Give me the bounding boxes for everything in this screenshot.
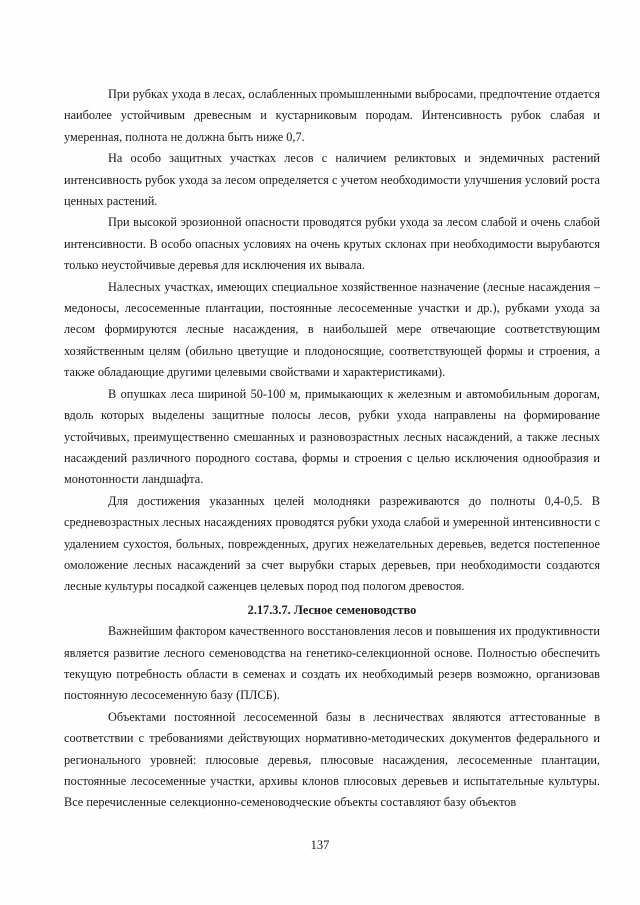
document-body [64,84,600,814]
paragraph-2: На особо защитных участках лесов с наличием реликтовых и эндемичных растений интенсивность рубок ухода за лесом определяется с учетом необходимости улучшения условий роста ценных растений. [64,151,600,209]
paragraph-3: При высокой эрозионной опасности проводятся рубки ухода за лесом слабой и очень слабой интенсивности. В особо опасных условиях на очень крутых склонах при необходимости вырубаются только неустойчивые деревья для исключения их вывала. [64,215,600,273]
page-number: 137 [310,838,330,852]
paragraph-5: В опушках леса шириной 50-100 м, примыкающих к железным и автомобильным дорогам, вдоль которых выделены защитные полосы лесов, рубки ухода направлены на формирование устойчивых, преимущественно смешанных и разновозрастных лесных насаждений, а также лесных насаждений различного породного состава, формы и строения с целью исключения однообразия и монотонности ландшафта. [64,386,600,487]
paragraph-8: Объектами постоянной лесосеменной базы в лесничествах являются аттестованные в соответствии с требованиями действующих нормативно-методических документов федерального и регионального уровней: плюсовые деревья, плюсовые насаждения, лесосеменные плантации, постоянные лесосеменные участки, архивы клонов плюсовых деревьев и испытательные культуры. Все перечисленные селекционно-семеноводческие объекты составляют базу объектов [64,709,600,810]
paragraph-1: При рубках ухода в лесах, ослабленных промышленными выбросами, предпочтение отдается наиболее устойчивым древесным и кустарниковым породам. Интенсивность рубок слабая и умеренная, полнота не должна быть ниже 0,7. [64,87,600,144]
paragraph-6: Для достижения указанных целей молодняки разреживаются до полноты 0,4-0,5. В средневозрастных лесных насаждениях проводятся рубки ухода слабой и умеренной интенсивности с удалением сухостоя, больных, поврежденных, других нежелательных деревьев, ведется постепенное омоложение лесных насаждений за счет вырубки старых деревьев, при необходимости создаются лесные культуры посадкой саженцев целевых пород под пологом древостоя. [64,493,600,594]
paragraph-4: Налесных участках, имеющих специальное хозяйственное назначение (лесные насаждения – медоносы, лесосеменные плантации, постоянные лесосеменные участки и др.), рубками ухода за лесом формируются лесные насаждения, в наибольшей мере отвечающие соответствующим хозяйственным целям (обильно цветущие и плодоносящие, соответствующей формы и строения, а также обладающие другими целевыми свойствами и характеристиками). [64,279,600,380]
section-heading: 2.17.3.7. Лесное семеноводство [247,602,417,617]
paragraph-7: Важнейшим фактором качественного восстановления лесов и повышения их продуктивности является развитие лесного семеноводства на генетико-селекционной основе. Полностью обеспечить текущую потребность области в семенах и создать их необходимый резерв возможно, организовав постоянную лесосеменную базу (ПЛСБ). [64,624,600,703]
